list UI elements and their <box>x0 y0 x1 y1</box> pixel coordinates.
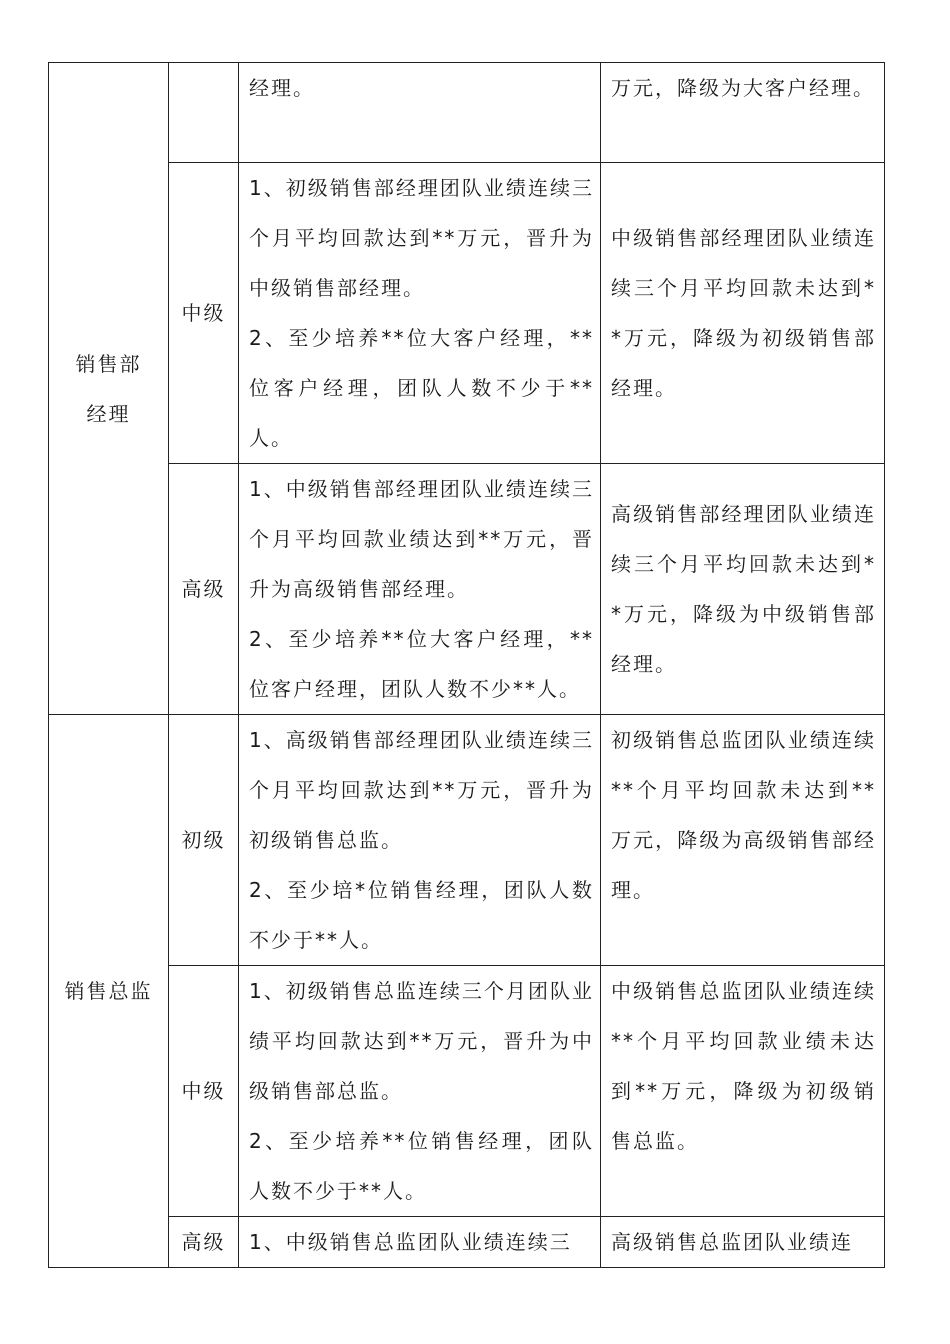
level-cell <box>169 715 239 966</box>
level-label: 中级 <box>181 301 226 325</box>
requirement-text: 1、高级销售部经理团队业绩连续三个月平均回款达到**万元，晋升为初级销售总监。 <box>249 728 594 852</box>
position-cell <box>49 715 169 1268</box>
level-label: 高级 <box>181 1230 226 1254</box>
requirement-text: 1、中级销售部经理团队业绩连续三个月平均回款业绩达到**万元，晋升为高级销售部经理。 <box>249 477 594 601</box>
requirement-cell <box>239 464 601 715</box>
demotion-text: 高级销售总监团队业绩连 <box>611 1230 853 1254</box>
position-cell <box>49 63 169 715</box>
requirement-text: 1、初级销售总监连续三个月团队业绩平均回款达到**万元，晋升为中级销售部总监。 <box>249 979 594 1103</box>
level-label: 中级 <box>181 1079 226 1103</box>
demotion-text: 高级销售部经理团队业绩连续三个月平均回款未达到**万元，降级为中级销售部经理。 <box>611 502 876 676</box>
requirement-cell <box>239 63 601 163</box>
demotion-cell <box>601 715 885 966</box>
requirement-text: 1、中级销售总监团队业绩连续三 <box>249 1230 572 1254</box>
requirement-cell <box>239 163 601 464</box>
requirement-text: 经理。 <box>249 76 315 100</box>
requirement-text: 2、至少培养**位大客户经理，**位客户经理，团队人数不少于**人。 <box>249 326 594 450</box>
requirement-cell <box>239 966 601 1217</box>
demotion-cell <box>601 464 885 715</box>
requirement-text: 1、初级销售部经理团队业绩连续三个月平均回款达到**万元，晋升为中级销售部经理。 <box>249 176 594 300</box>
demotion-cell <box>601 63 885 163</box>
demotion-cell <box>601 163 885 464</box>
position-name: 销售总监 <box>64 979 153 1003</box>
level-cell <box>169 163 239 464</box>
level-cell <box>169 1217 239 1268</box>
table-row <box>49 464 885 715</box>
requirement-text: 2、至少培*位销售经理，团队人数不少于**人。 <box>249 878 594 952</box>
level-cell <box>169 966 239 1217</box>
requirement-text: 2、至少培养**位销售经理，团队人数不少于**人。 <box>249 1129 594 1203</box>
demotion-text: 中级销售部经理团队业绩连续三个月平均回款未达到**万元，降级为初级销售部经理。 <box>611 226 876 400</box>
level-cell <box>169 63 239 163</box>
demotion-cell <box>601 966 885 1217</box>
level-label: 初级 <box>181 828 226 852</box>
table-row <box>49 63 885 163</box>
table-row <box>49 163 885 464</box>
demotion-text: 万元，降级为大客户经理。 <box>611 76 875 100</box>
promotion-demotion-table <box>48 62 885 1268</box>
requirement-text: 2、至少培养**位大客户经理，**位客户经理，团队人数不少**人。 <box>249 627 594 701</box>
demotion-text: 初级销售总监团队业绩连续**个月平均回款未达到**万元，降级为高级销售部经理。 <box>611 728 876 902</box>
table-row <box>49 966 885 1217</box>
demotion-text: 中级销售总监团队业绩连续**个月平均回款业绩未达到**万元，降级为初级销售总监。 <box>611 979 876 1153</box>
requirement-cell <box>239 715 601 966</box>
level-label: 高级 <box>181 577 226 601</box>
position-name: 销售部经理 <box>75 351 142 426</box>
level-cell <box>169 464 239 715</box>
table-row <box>49 1217 885 1268</box>
requirement-cell <box>239 1217 601 1268</box>
table-row <box>49 715 885 966</box>
demotion-cell <box>601 1217 885 1268</box>
